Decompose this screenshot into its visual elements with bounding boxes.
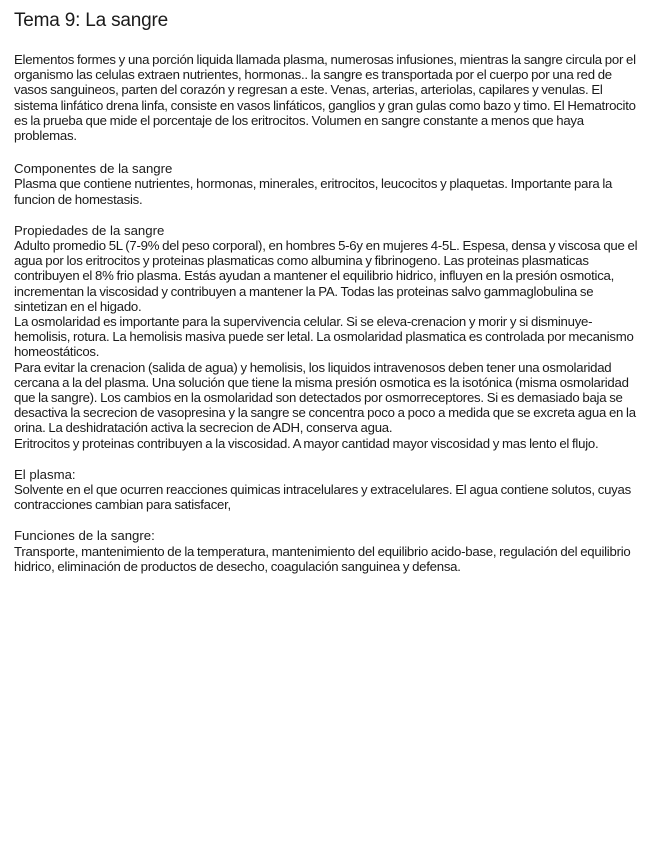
document-page (14, 8, 642, 590)
section-heading: Componentes de la sangre (14, 161, 173, 177)
section-plasma (14, 467, 642, 513)
intro-paragraph: Elementos formes y una porción liquida llamada plasma, numerosas infusiones, mientras la sangre circula por el organismo las celulas extraen nutrientes, hormonas.. la sangre es transportada por el cuerpo por una red de vasos sanguineos, parten del corazón y regresan a este. Venas, arterias, arteriolas, capilares y venulas. El sistema linfático drena linfa, consiste en vasos linfáticos, ganglios y gran gulas como bazo y timo. El Hematrocito es la prueba que mide el porcentaje de los eritrocitos. Volumen en sangre constante a menos que haya problemas. (14, 52, 636, 144)
section-heading: Propiedades de la sangre (14, 222, 165, 238)
section-heading: Funciones de la sangre: (14, 528, 155, 544)
section-heading: El plasma: (14, 466, 76, 482)
section-paragraph: Eritrocitos y proteinas contribuyen a la viscosidad. A mayor cantidad mayor viscosidad y mas lento el flujo. (14, 435, 599, 451)
section-paragraph: Transporte, mantenimiento de la temperatura, mantenimiento del equilibrio acido-base, regulación del equilibrio hidrico, eliminación de productos de desecho, coagulación sanguinea y defensa. (14, 543, 631, 574)
section-componentes (14, 161, 642, 207)
section-propiedades (14, 223, 642, 451)
section-paragraph: Para evitar la crenacion (salida de agua) y hemolisis, los liquidos intravenosos deben tener una osmolaridad cercana a la del plasma. Una solución que tiene la misma presión osmotica es la isotónica (misma osmolaridad que la sangre). Los cambios en la osmolaridad son detectados por osmorreceptores. Si es demasiado baja se desactiva la secrecion de vasopresina y la sangre se concentra poco a poco a medida que se excreta agua en la orina. La deshidratación activa la secrecion de ADH, conserva agua. (14, 359, 636, 436)
section-paragraph: Plasma que contiene nutrientes, hormonas, minerales, eritrocitos, leucocitos y plaquetas. Importante para la funcion de homestasis. (14, 176, 613, 207)
section-paragraph: La osmolaridad es importante para la supervivencia celular. Si se eleva-crenacion y morir y si disminuye-hemolisis, rotura. La hemolisis masiva puede ser letal. La osmolaridad plasmatica es controlada por mecanismo homeostáticos. (14, 314, 634, 360)
section-funciones (14, 528, 642, 574)
section-paragraph: Solvente en el que ocurren reacciones quimicas intracelulares y extracelulares. El agua contiene solutos, cuyas contracciones cambian para satisfacer, (14, 482, 631, 513)
section-paragraph: Adulto promedio 5L (7-9% del peso corporal), en hombres 5-6y en mujeres 4-5L. Espesa, densa y viscosa que el agua por los eritrocitos y proteinas plasmaticas como albumina y fibrinogeno. Las proteinas plasmaticas contribuyen el 8% frio plasma. Estás ayudan a mantener el equilibrio hidrico, influyen en la presión osmotica, incrementan la viscosidad y contribuyen a mantener la PA. Todas las proteinas salvo gammaglobulina se sintetizan en el higado. (14, 238, 638, 314)
page-title: Tema 9: La sangre (14, 10, 168, 31)
